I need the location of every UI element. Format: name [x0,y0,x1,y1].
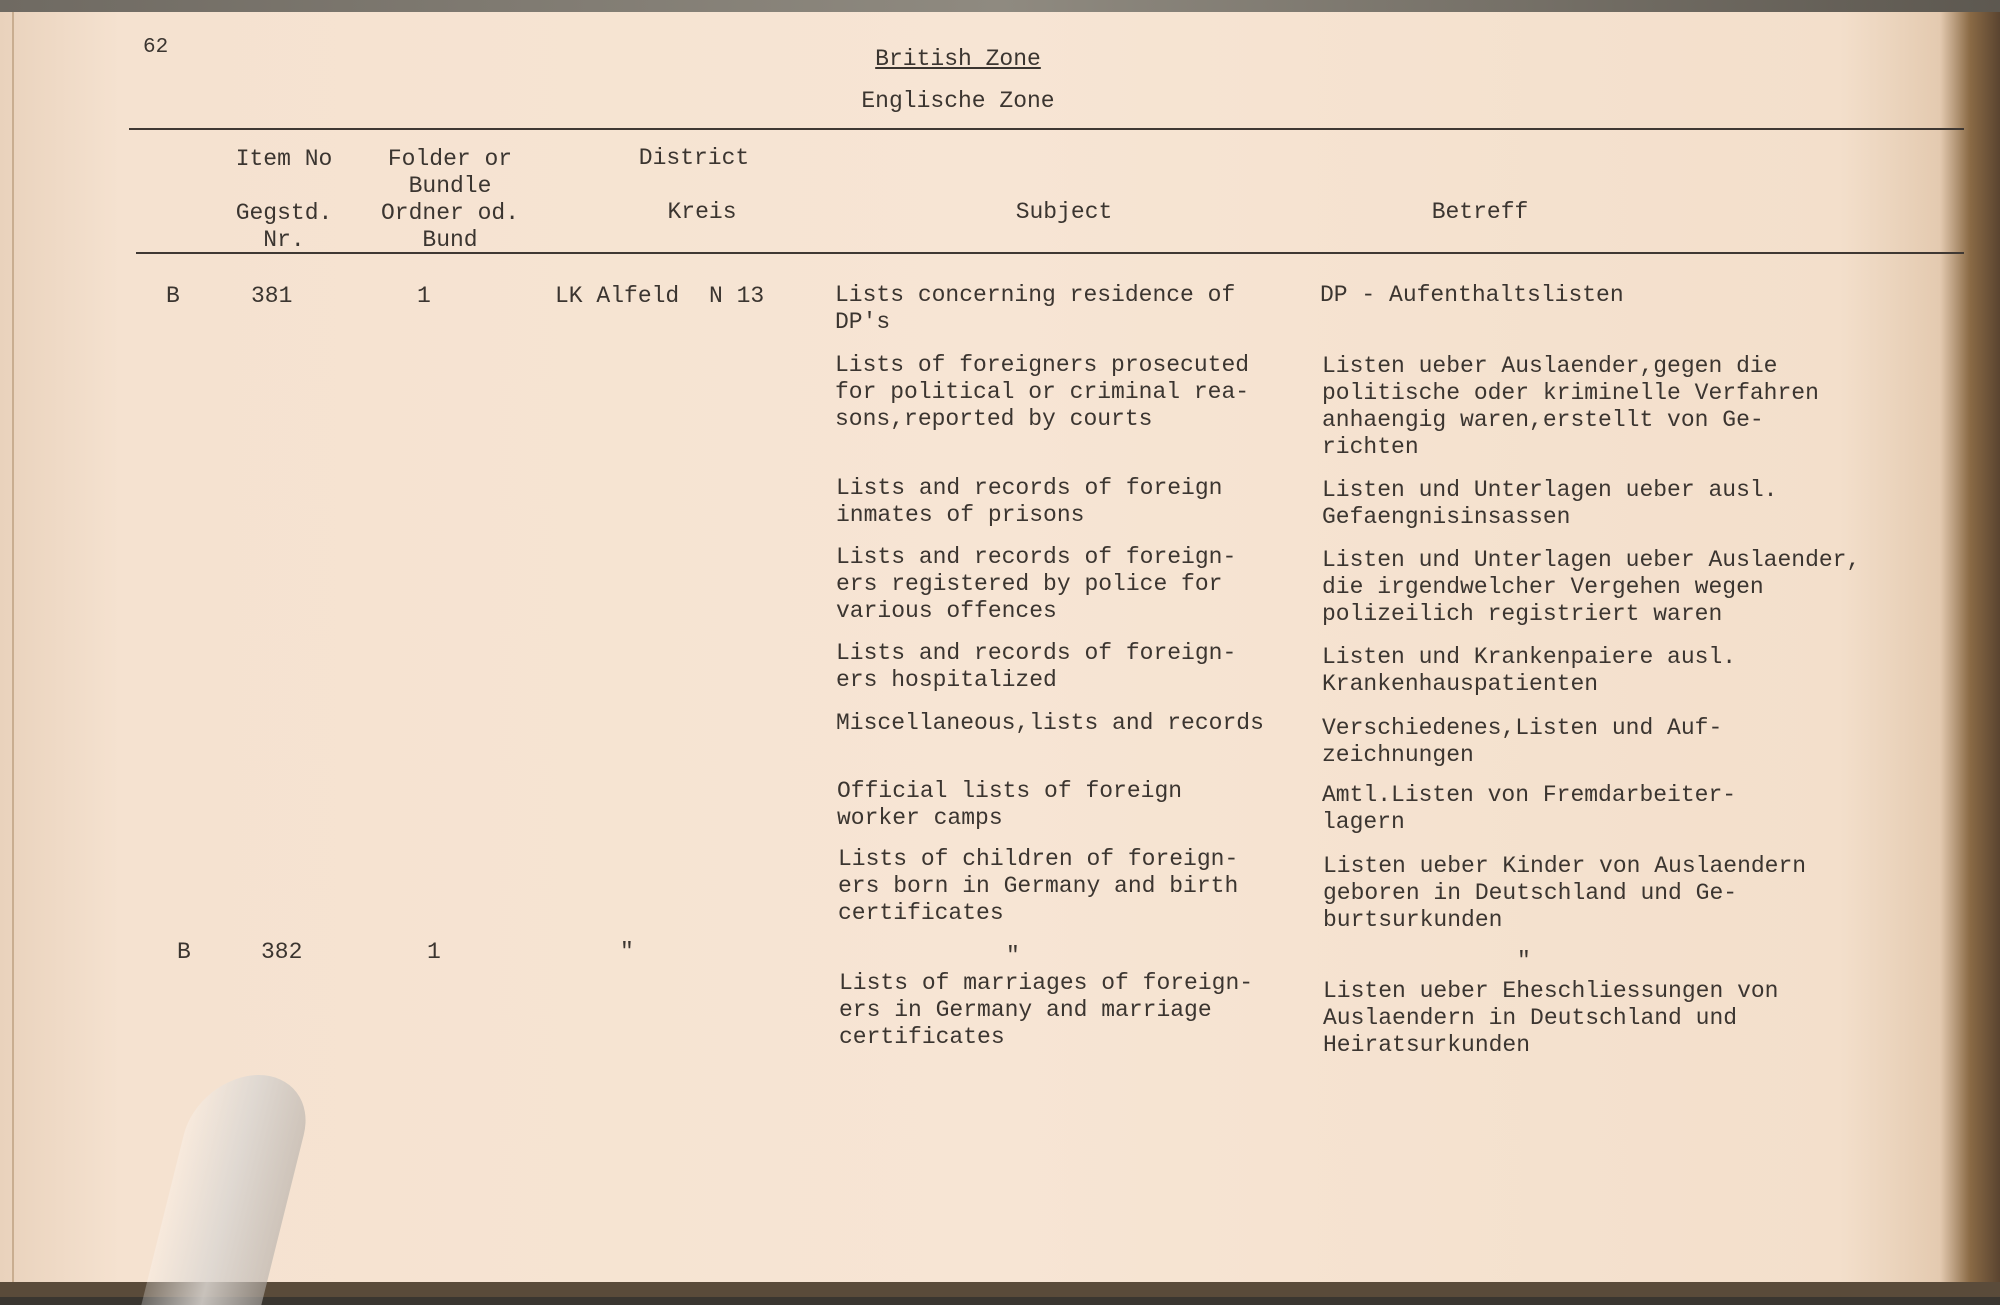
header-folder: Folder or Bundle [387,146,513,199]
header-ordner: Ordner od. Bund [380,200,520,253]
entry-subject: Lists of children of foreign- ers born in Germany and birth certificates [838,846,1239,926]
entry-betreff: Amtl.Listen von Fremdarbeiter- lagern [1322,782,1737,835]
book-bottom-edge [0,1282,2000,1297]
entry-subject: Lists of marriages of foreign- ers in Germany and marriage certificates [839,970,1254,1050]
page-number: 62 [143,36,169,59]
header-subject: Subject [1015,199,1113,225]
entry-subject: Lists and records of foreign- ers hospitalized [836,640,1237,693]
subject-ditto: " [1006,943,1020,969]
header-top-rule [129,128,1964,130]
entry-betreff: DP - Aufenthaltslisten [1320,282,1624,308]
item-district: LK Alfeld [555,283,680,309]
item-prefix: B [177,939,191,965]
entry-subject: Lists and records of foreign- ers registered by police for various offences [836,544,1237,624]
header-item-no: Item No [235,146,333,172]
item-district-ditto: " [620,939,634,965]
entry-betreff: Listen und Unterlagen ueber Auslaender, die irgendwelcher Vergehen wegen polizeilich registriert waren [1322,547,1861,627]
entry-subject: Miscellaneous,lists and records [836,710,1264,736]
entry-betreff: Listen ueber Auslaender,gegen die politische oder kriminelle Verfahren anhaengig waren,erstellt von Ge- richten [1322,353,1819,460]
item-district-code: N 13 [709,283,765,309]
entry-betreff: Listen ueber Kinder von Auslaendern geboren in Deutschland und Ge- burtsurkunden [1323,853,1807,933]
entry-betreff: Verschiedenes,Listen und Auf- zeichnungen [1322,715,1723,768]
header-kreis: Kreis [667,199,737,225]
item-number: 381 [251,283,293,309]
entry-betreff: Listen ueber Eheschliessungen von Auslaendern in Deutschland und Heiratsurkunden [1323,978,1779,1058]
betreff-ditto: " [1517,948,1531,974]
header-betreff: Betreff [1431,199,1529,225]
header-district: District [638,145,750,171]
item-folder: 1 [417,283,431,309]
entry-subject: Official lists of foreign worker camps [837,778,1183,831]
entry-subject: Lists and records of foreign inmates of prisons [836,475,1223,528]
item-folder: 1 [427,939,441,965]
header-gegstd: Gegstd. Nr. [235,200,333,253]
page-subtitle: Englische Zone [861,88,1055,114]
entry-betreff: Listen und Unterlagen ueber ausl. Gefaengnisinsassen [1322,477,1778,530]
page-title: British Zone [875,46,1041,72]
entry-subject: Lists concerning residence of DP's [835,282,1236,335]
entry-subject: Lists of foreigners prosecuted for political or criminal rea- sons,reported by courts [835,352,1250,432]
item-prefix: B [166,283,180,309]
entry-betreff: Listen und Krankenpaiere ausl. Krankenhauspatienten [1322,644,1737,697]
item-number: 382 [261,939,303,965]
